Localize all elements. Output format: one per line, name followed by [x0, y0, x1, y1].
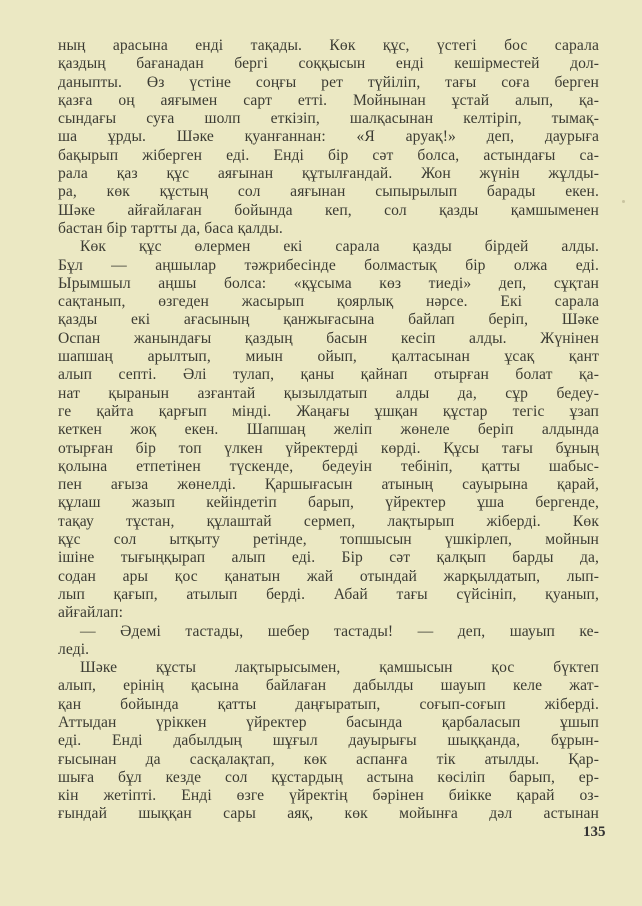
text-line: — Әдемі тастады, шебер тастады! — деп, шауып ке- — [80, 622, 599, 640]
text-line: қолына етпетінен түскенде, бедеуін тебініп, қатты шабыс- — [58, 457, 599, 475]
text-line: лып қағып, атылып берді. Абай тағы сүйсініп, қуанып, — [58, 585, 599, 603]
text-line: Шәке құсты лақтырысымен, қамшысын қос бүктеп — [80, 659, 599, 677]
text-line: ге қайта қарғып мінді. Жаңағы ұшқан құстар тегіс ұзап — [58, 402, 599, 420]
text-line: отырған бір топ үлкен үйректерді көрді. Құсы тағы бұның — [58, 439, 599, 457]
text-line: кін жетіпті. Енді өзге үйректің бәрінен биікке қарай оз- — [58, 787, 599, 805]
text-line: шапшаң арылтып, миын ойып, қалтасынан ұсақ қант — [58, 348, 599, 366]
text-line: қазды екі ағасының қанжығасына байлап беріп, Шәке — [58, 311, 599, 329]
text-line: алып, ерінің қасына байлаған дабылды шауып келе жат- — [58, 677, 599, 695]
text-line: леді. — [58, 640, 90, 658]
text-line: Шәке айғайлаған бойында кеп, сол қазды қамшыменен — [58, 201, 599, 219]
page-number: 135 — [583, 824, 606, 840]
book-page-text — [58, 37, 599, 824]
text-line: алып септі. Әлі тулап, қаны қайнап отырған болат қа- — [58, 366, 599, 384]
text-line: Ырымшыл аңшы болса: «құсыма көз тиеді» деп, сұқтан — [58, 274, 599, 292]
text-line: шыға бұл кезде сол құстардың астына көсіліп барып, ер- — [58, 768, 599, 786]
text-line: Оспан жанындағы қаздың басын кесіп алды. Жүнінен — [58, 329, 599, 347]
text-line: бастан бір тартты да, баса қалды. — [58, 219, 283, 237]
text-line: пен ағыза жөнелді. Қаршығасын атының сауырына қарай, — [58, 476, 599, 494]
text-line: тақау тұстан, құлаштай сермеп, лақтырып жіберді. Көк — [58, 512, 599, 530]
text-line: ның арасына енді тақады. Көк құс, үстегі бос сарала — [58, 37, 599, 54]
text-line: рала қаз құс аяғынан құтылғандай. Жон жүнін жұлды- — [58, 165, 599, 183]
text-line: сақтанып, өзгеден жасырып қоярлық нәрсе. Екі сарала — [58, 293, 599, 311]
text-line: бақырып жіберген еді. Енді бір сәт болса, астындағы са- — [58, 146, 599, 164]
text-line: нат қыранын азғантай қызылдатып алды да, сұр бедеу- — [58, 384, 599, 402]
text-line: Бұл — аңшылар тәжрибесінде болмастық бір олжа еді. — [58, 256, 599, 274]
text-line: еді. Енді дабылдың шұғыл дауырығы шыққанда, бұрын- — [58, 732, 599, 750]
text-line: қаздың бағанадан бергі соққысын енді кешірместей дол- — [58, 55, 599, 73]
text-line: құс сол ытқыту ретінде, топшысын үшкірлеп, мойнын — [58, 531, 599, 549]
text-line: ғындай шыққан сары аяқ, көк мойынға дәл астынан — [58, 805, 599, 823]
text-line: содан ары қос қанатын жай отындай жарқылдатып, лып- — [58, 567, 599, 585]
text-line: даныпты. Өз үстіне соңғы рет түйіліп, тағы соға берген — [58, 73, 599, 91]
paper-speck — [622, 200, 625, 203]
text-line: қазға оң аяғымен сарт етті. Мойнынан ұстай алып, қа- — [58, 91, 599, 109]
text-line: айғайлап: — [58, 604, 124, 622]
text-line: кеткен жоқ екен. Шапшаң желіп жөнеле беріп алдында — [58, 421, 599, 439]
text-line: ра, көк құстың сол аяғынан сыпырылып барады екен. — [58, 183, 599, 201]
text-line: ша ұрды. Шәке қуанғаннан: «Я аруақ!» деп, даурыға — [58, 128, 599, 146]
text-line: Көк құс өлермен екі сарала қазды бірдей алды. — [80, 238, 599, 256]
text-line: ғысынан да сасқалақтап, көк аспанға тік атылды. Қар- — [58, 750, 599, 768]
text-line: ішіне тығыңқырап алып еді. Бір сәт қалқып барды да, — [58, 549, 599, 567]
text-line: қан бойында қатты даңғыратып, соғып-соғып жіберді. — [58, 695, 599, 713]
text-line: Аттыдан үріккен үйректер басында қарбаласып ұшып — [58, 713, 599, 731]
text-line: сындағы суға шолп еткізіп, шалқасынан келтіріп, тымақ- — [58, 110, 599, 128]
text-line: құлаш жазып кейіндетіп барып, үйректер ұша бергенде, — [58, 494, 599, 512]
